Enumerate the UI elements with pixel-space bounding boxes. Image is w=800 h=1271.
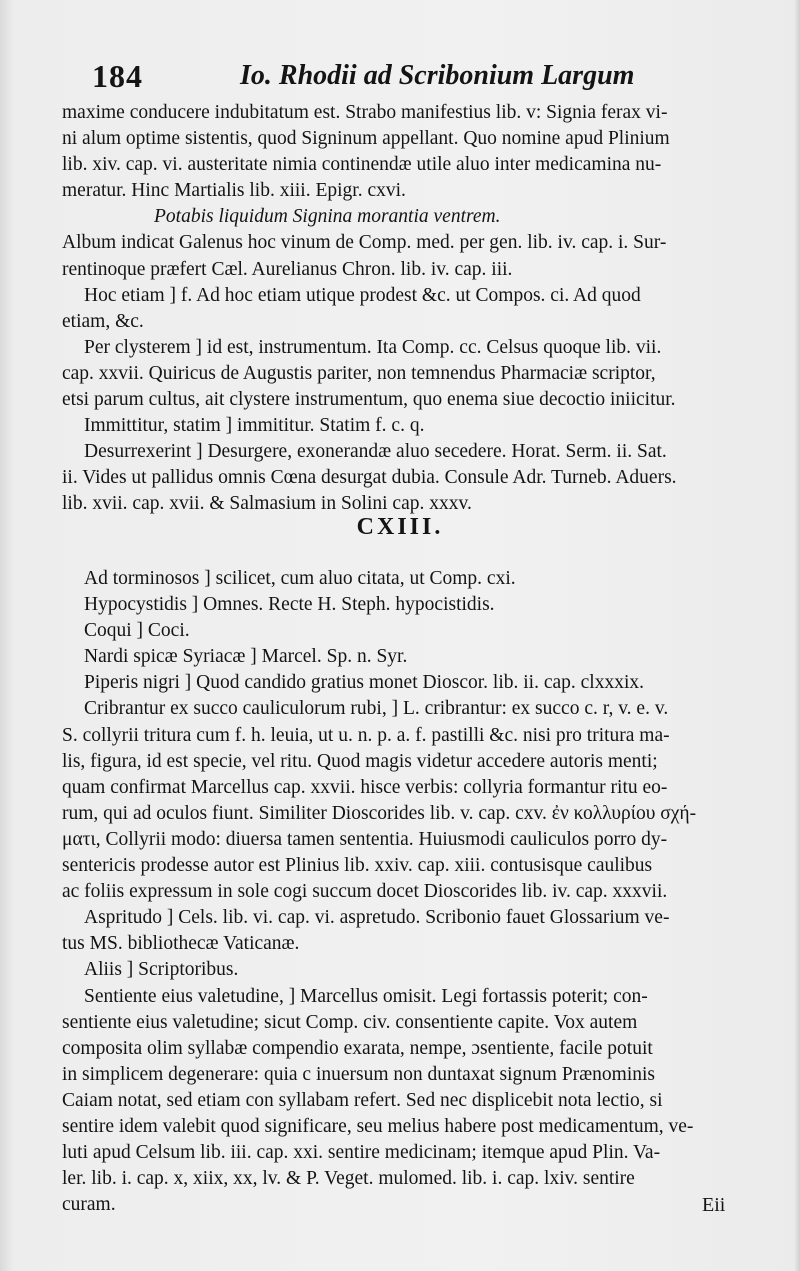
text-line: Caiam notat, sed etiam con syllabam refert. Sed nec displicebit nota lectio, si <box>62 1089 663 1111</box>
lemma-line: Cribrantur ex succo cauliculorum rubi, ] L. cribrantur: ex succo c. r, v. e. v. <box>84 698 669 720</box>
page-header <box>92 58 652 98</box>
text-line: lib. xiv. cap. vi. austeritate nimia continendæ utile aluo inter medicamina nu- <box>62 154 662 176</box>
text-line: sentiente eius valetudine; sicut Comp. civ. consentiente capite. Vox autem <box>62 1011 638 1033</box>
running-title: Io. Rhodii ad Scribonium Largum <box>240 60 635 91</box>
text-line: tus MS. bibliothecæ Vaticanæ. <box>62 933 300 955</box>
commentary-top <box>62 100 770 518</box>
text-line: quam confirmat Marcellus cap. xxvii. hisce verbis: collyria formantur ritu eo- <box>62 776 668 798</box>
lemma-line: Sentiente eius valetudine, ] Marcellus omisit. Legi fortassis poterit; con- <box>84 985 648 1007</box>
text-line: lis, figura, id est specie, vel ritu. Quod magis videtur accedere autoris menti; <box>62 750 658 772</box>
text-line: cap. xxvii. Quiricus de Augustis pariter, non temnendus Pharmaciæ scriptor, <box>62 362 656 384</box>
lemma-line: Hoc etiam ] f. Ad hoc etiam utique prodest &c. ut Compos. ci. Ad quod <box>84 284 641 306</box>
page-edge-shadow <box>794 0 800 1271</box>
text-line: ματι, Collyrii modo: diuersa tamen sententia. Huiusmodi cauliculos porro dy- <box>62 828 668 850</box>
text-line: luti apud Celsum lib. iii. cap. xxi. sentire medicinam; itemque apud Plin. Va- <box>62 1142 661 1164</box>
text-line: ii. Vides ut pallidus omnis Cœna desurgat dubia. Consule Adr. Turneb. Aduers. <box>62 467 677 489</box>
lemma-line: Ad torminosos ] scilicet, cum aluo citata, ut Comp. cxi. <box>84 568 516 589</box>
text-line: composita olim syllabæ compendio exarata, nempe, ɔsentiente, facile potuit <box>62 1037 653 1059</box>
text-line: Album indicat Galenus hoc vinum de Comp. med. per gen. lib. iv. cap. i. Sur- <box>62 232 667 254</box>
text-line: S. collyrii tritura cum f. h. leuia, ut u. n. p. a. f. pastilli &c. nisi pro tritura ma- <box>62 724 670 746</box>
text-line: etsi parum cultus, ait clystere instrumentum, quo enema siue decoctio iniicitur. <box>62 389 676 411</box>
text-line: rum, qui ad oculos fiunt. Similiter Dioscorides lib. v. cap. cxv. ἐν κολλυρίου σχή- <box>62 802 697 824</box>
lemma-line: Piperis nigri ] Quod candido gratius monet Dioscor. lib. ii. cap. clxxxix. <box>84 672 644 694</box>
text-line: curam. <box>62 1194 116 1216</box>
lemma-line: Per clysterem ] id est, instrumentum. Ita Comp. cc. Celsus quoque lib. vii. <box>84 336 662 358</box>
lemma-line: Desurrexerint ] Desurgere, exonerandæ aluo secedere. Horat. Serm. ii. Sat. <box>84 441 667 463</box>
text-line: in simplicem degenerare: quia c inuersum non duntaxat signum Prænominis <box>62 1063 656 1085</box>
lemma-line: Hypocystidis ] Omnes. Recte H. Steph. hypocistidis. <box>84 594 495 616</box>
lemma-line: Nardi spicæ Syriacæ ] Marcel. Sp. n. Syr. <box>84 646 408 668</box>
text-line: meratur. Hinc Martialis lib. xiii. Epigr. cxvi. <box>62 180 406 202</box>
text-line: sentericis prodesse autor est Plinius lib. xxiv. cap. xiii. contusisque caulibus <box>62 855 653 877</box>
text-line: maxime conducere indubitatum est. Strabo manifestius lib. v: Signia ferax vi- <box>62 102 668 123</box>
commentary-bottom <box>62 566 770 1218</box>
page-number: 184 <box>92 58 143 94</box>
text-line: sentire idem valebit quod significare, seu melius habere post medicamentum, ve- <box>62 1115 694 1137</box>
lemma-line: Coqui ] Coci. <box>84 620 190 642</box>
text-line: lib. xvii. cap. xvii. & Salmasium in Solini cap. xxxv. <box>62 493 472 515</box>
lemma-line: Immittitur, statim ] immititur. Statim f. c. q. <box>84 415 425 437</box>
lemma-line: Aliis ] Scriptoribus. <box>84 959 239 981</box>
text-line: rentinoque præfert Cæl. Aurelianus Chron. lib. iv. cap. iii. <box>62 258 513 280</box>
text-line: ler. lib. i. cap. x, xiix, xx, lv. & P. Veget. mulomed. lib. i. cap. lxiv. sentire <box>62 1168 635 1190</box>
text-line: ac foliis expressum in sole cogi succum docet Dioscorides lib. iv. cap. xxxvii. <box>62 881 668 903</box>
text-line: etiam, &c. <box>62 310 144 332</box>
lemma-line: Aspritudo ] Cels. lib. vi. cap. vi. aspretudo. Scribonio fauet Glossarium ve- <box>84 907 670 929</box>
section-heading: CXIII. <box>356 514 444 540</box>
catchword: Eii <box>702 1194 726 1216</box>
text-line: ni alum optime sistentis, quod Signinum appellant. Quo nomine apud Plinium <box>62 128 670 150</box>
verse-quote: Potabis liquidum Signina morantia ventrem. <box>154 206 501 228</box>
